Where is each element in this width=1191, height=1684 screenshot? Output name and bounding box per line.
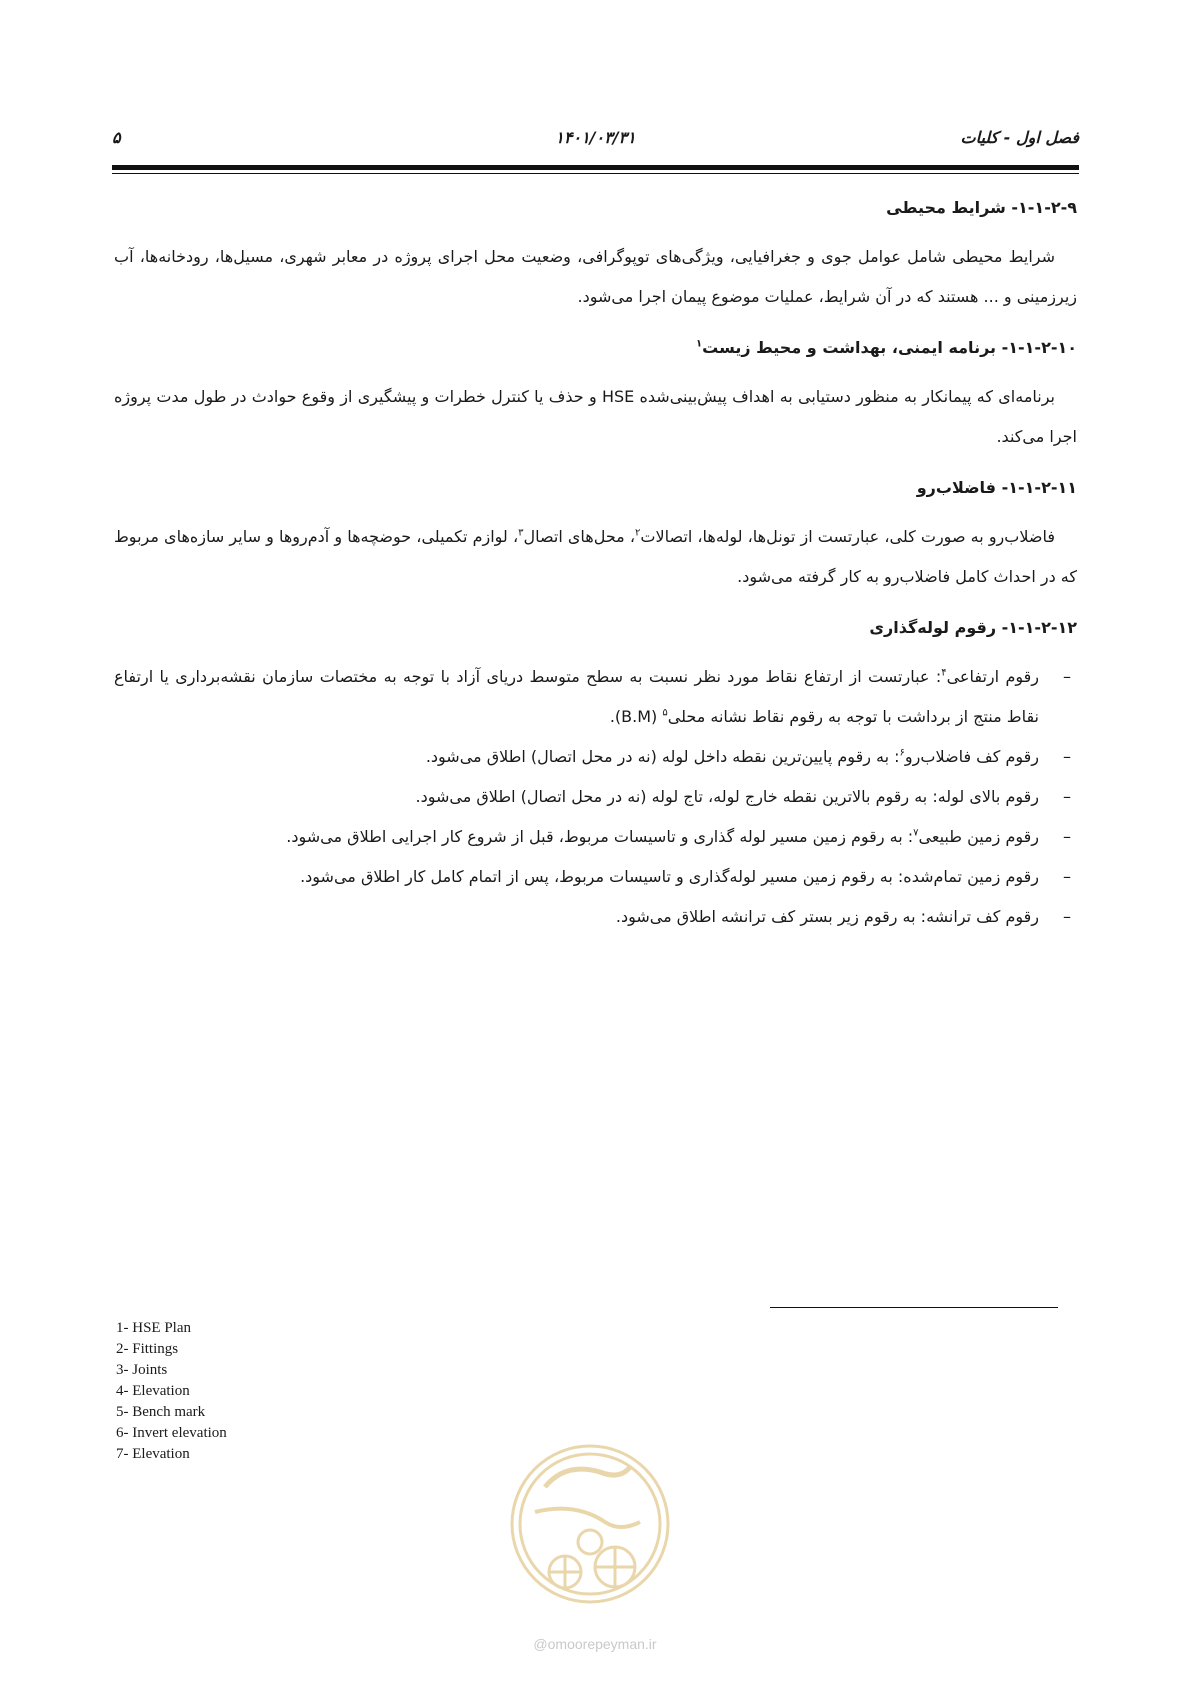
section-heading: ۱-۱-۲-۱۰- برنامه ایمنی، بهداشت و محیط زیست$^۱$: [696, 338, 1077, 357]
watermark-site: @omoorepeyman.ir: [533, 1636, 657, 1652]
footnote-separator: [770, 1307, 1058, 1308]
section-heading: ۱-۱-۲-۱۱- فاضلاب‌رو: [916, 478, 1077, 497]
footnote-ref: ۳: [518, 527, 524, 539]
section-hse-plan: [114, 335, 1077, 457]
list-item: – رقوم ارتفاعی$^۴$: عبارتست از ارتفاع نقاط مورد نظر نسبت به سطح متوسط دریای آزاد با توجه به مختصات سازمان نقشه‌برداری یا ارتفاع نقاط منتج از برداشت با توجه به رقوم نقاط نشانه محلی$^۵$ (B.M).: [114, 657, 1077, 737]
section-sewer: [114, 475, 1077, 597]
footnote-ref: ۲: [635, 527, 641, 539]
chapter-title: فصل اول - کلیات: [960, 128, 1079, 147]
footnote-ref: ۷: [913, 827, 919, 839]
footnote: 5- Bench mark: [116, 1404, 206, 1420]
header-rule-thick: [112, 165, 1079, 170]
footnote: 4- Elevation: [116, 1383, 190, 1399]
dash-marker: –: [1063, 867, 1071, 886]
list-item: – رقوم کف فاضلاب‌رو$^۶$: به رقوم پایین‌ترین نقطه داخل لوله (نه در محل اتصال) اطلاق می‌شود.: [114, 737, 1077, 777]
footnote-ref: ۴: [941, 667, 947, 679]
elevation-list: [114, 657, 1077, 937]
footnote-ref: ۱: [696, 338, 703, 350]
dash-marker: –: [1063, 907, 1071, 926]
footnote: 7- Elevation: [116, 1446, 190, 1462]
dash-marker: –: [1063, 667, 1071, 686]
section-paragraph: برنامه‌ای که پیمانکار به منظور دستیابی به اهداف پیش‌بینی‌شده HSE و حذف یا کنترل خطرات و پیشگیری از وقوع حوادث در طول مدت پروژه اجرا می‌کند.: [114, 387, 1077, 446]
footnote: 6- Invert elevation: [116, 1425, 227, 1441]
list-item: – رقوم زمین طبیعی$^۷$: به رقوم زمین مسیر لوله گذاری و تاسیسات مربوط، قبل از شروع کار اجرایی اطلاق می‌شود.: [114, 817, 1077, 857]
section-paragraph: فاضلاب‌رو به صورت کلی، عبارتست از تونل‌ها، لوله‌ها، اتصالات$^۲$، محل‌های اتصال$^۳$، لوازم تکمیلی، حوضچه‌ها و آدم‌روها و سایر سازه‌های مربوط که در احداث کامل فاضلاب‌رو به کار گرفته می‌شود.: [114, 527, 1077, 586]
header-date: ۱۴۰۱/۰۳/۳۱: [555, 128, 636, 147]
dash-marker: –: [1063, 747, 1071, 766]
section-pipe-elevations: [114, 615, 1077, 937]
section-paragraph: شرایط محیطی شامل عوامل جوی و جغرافیایی، ویژگی‌های توپوگرافی، وضعیت محل اجرای پروژه در معابر شهری، مسیل‌ها، رودخانه‌ها، آب زیرزمینی و ... هستند که در آن شرایط، عملیات موضوع پیمان اجرا می‌شود.: [114, 247, 1077, 306]
watermark-logo: [505, 1432, 675, 1632]
section-environmental-conditions: [114, 195, 1077, 317]
footnote: 3- Joints: [116, 1362, 168, 1378]
list-item: – رقوم بالای لوله: به رقوم بالاترین نقطه خارج لوله، تاج لوله (نه در محل اتصال) اطلاق می‌شود.: [114, 777, 1077, 817]
section-heading: ۱-۱-۲-۱۲- رقوم لوله‌گذاری: [869, 618, 1077, 637]
footnote: 1- HSE Plan: [116, 1320, 191, 1336]
dash-marker: –: [1063, 827, 1071, 846]
footnotes: [116, 1318, 227, 1465]
section-heading: ۱-۱-۲-۹- شرایط محیطی: [886, 198, 1077, 217]
page-header: [112, 126, 1079, 156]
page-body: [114, 195, 1077, 955]
page-number: ۵: [112, 128, 121, 147]
list-item: – رقوم کف ترانشه: به رقوم زیر بستر کف ترانشه اطلاق می‌شود.: [114, 897, 1077, 937]
footnote-ref: ۶: [899, 747, 905, 759]
dash-marker: –: [1063, 787, 1071, 806]
footnote: 2- Fittings: [116, 1341, 179, 1357]
list-item: – رقوم زمین تمام‌شده: به رقوم زمین مسیر لوله‌گذاری و تاسیسات مربوط، پس از اتمام کامل کار اطلاق می‌شود.: [114, 857, 1077, 897]
footnote-ref: ۵: [662, 707, 668, 719]
header-rule-thin: [112, 173, 1079, 174]
